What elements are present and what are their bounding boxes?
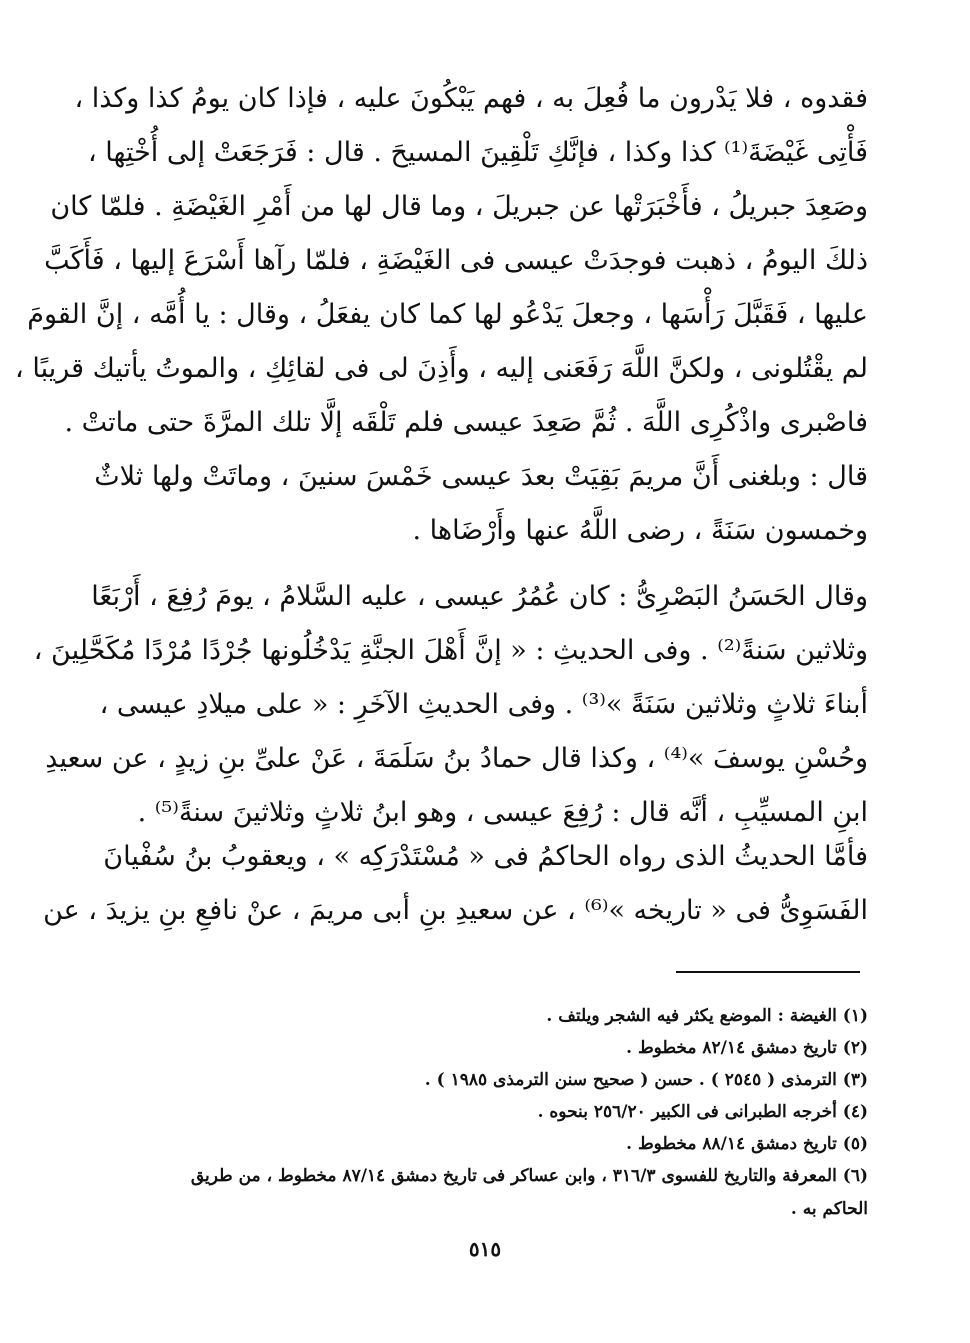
paragraph-3 xyxy=(43,830,868,938)
text-line: قال : وبلغنى أَنَّ مريمَ بَقِيَتْ بعدَ عيسى خَمْسَ سنينَ ، وماتَتْ ولها ثلاثٌ xyxy=(94,461,868,492)
text-line: الفَسَوِىُّ فى « تاريخه »⁽⁶⁾ ، عن سعيدِ بنِ أبى مريمَ ، عنْ نافعِ بنِ يزيدَ ، عن xyxy=(43,895,868,926)
text-line: فقدوه ، فلا يَدْرون ما فُعِلَ به ، فهم يَبْكُونَ عليه ، فإذا كان يومُ كذا وكذا ، xyxy=(74,83,868,114)
text-line: وثلاثين سَنةً⁽²⁾ . وفى الحديثِ : « إنَّ أَهْلَ الجنَّةِ يَدْخُلُونها جُرْدًا مُرْدًا مُكَحَّلِينَ ، xyxy=(33,635,868,666)
footnote-2: (٢) تاريخ دمشق ٨٢/١٤ مخطوط . xyxy=(626,1038,868,1058)
text-line: وصَعِدَ جبريلُ ، فأَخْبَرَتْها عن جبريلَ ، وما قال لها من أَمْرِ الغَيْضَةِ . فلمّا كان xyxy=(50,191,868,222)
footnote-1: (١) الغيضة : الموضع يكثر فيه الشجر ويلتف . xyxy=(546,1006,868,1026)
text-line: وخمسون سَنَةً ، رضى اللَّهُ عنها وأَرْضَاها . xyxy=(412,515,868,546)
paragraph-2 xyxy=(33,570,868,840)
text-line: ذلكَ اليومُ ، ذهبت فوجدَتْ عيسى فى الغَيْضَةِ ، فلمّا رآها أَسْرَعَ إليها ، فَأَكَبَّ xyxy=(44,245,868,276)
footnotes xyxy=(128,1000,868,1226)
footnote-separator xyxy=(676,971,860,973)
footnote-6: (٦) المعرفة والتاريخ للفسوى ٣١٦/٣ ، وابن عساكر فى تاريخ دمشق ٨٧/١٤ مخطوط ، من طريق xyxy=(190,1166,868,1186)
text-line: فأمَّا الحديثُ الذى رواه الحاكمُ فى « مُسْتَدْرَكِه » ، ويعقوبُ بنُ سُفْيانَ xyxy=(103,841,868,872)
text-line: وقال الحَسَنُ البَصْرِىُّ : كان عُمُرُ عيسى ، عليه السَّلامُ ، يومَ رُفِعَ ، أَرْبَعًا xyxy=(91,581,868,612)
paragraph-1 xyxy=(15,72,868,558)
text-line: فَأْتِى غَيْضَةَ⁽¹⁾ كذا وكذا ، فإنَّكِ تَلْقِينَ المسيحَ . قال : فَرَجَعَتْ إلى أُخْتِها ، xyxy=(87,137,868,168)
footnote-3: (٣) الترمذى ( ٢٥٤٥ ) . حسن ( صحيح سنن الترمذى ١٩٨٥ ) . xyxy=(424,1070,868,1090)
text-line: ابنِ المسيِّبِ ، أنَّه قال : رُفِعَ عيسى ، وهو ابنُ ثلاثٍ وثلاثينَ سنةً⁽⁵⁾ . xyxy=(137,797,868,828)
text-line: لم يقْتُلونى ، ولكنَّ اللَّهَ رَفَعَنى إليه ، وأَذِنَ لى فى لقائِكِ ، والموتُ يأتيك قريبًا ، xyxy=(15,353,868,384)
text-line: أبناءَ ثلاثٍ وثلاثين سَنَةً »⁽³⁾ . وفى الحديثِ الآخَرِ : « على ميلادِ عيسى ، xyxy=(99,689,868,720)
footnote-5: (٥) تاريخ دمشق ٨٨/١٤ مخطوط . xyxy=(626,1134,868,1154)
text-line: عليها ، فَقَبَّلَ رَأْسَها ، وجعلَ يَدْعُو لها كما كان يفعَلُ ، وقال : يا أُمَّه ، إنَّ القومَ xyxy=(27,299,868,330)
footnote-4: (٤) أخرجه الطبرانى فى الكبير ٢٥٦/٢٠ بنحوه . xyxy=(537,1102,868,1122)
text-line: وحُسْنِ يوسفَ »⁽⁴⁾ ، وكذا قال حمادُ بنُ سَلَمَةَ ، عَنْ علىِّ بنِ زيدٍ ، عن سعيدِ xyxy=(45,743,868,774)
footnote-6-continuation: الحاكم به . xyxy=(790,1199,868,1219)
page-number: ٥١٥ xyxy=(468,1237,502,1261)
text-line: فاصْبرى واذْكُرِى اللَّهَ . ثُمَّ صَعِدَ عيسى فلم تَلْقَه إلَّا تلك المرَّةَ حتى ماتتْ . xyxy=(64,407,868,438)
